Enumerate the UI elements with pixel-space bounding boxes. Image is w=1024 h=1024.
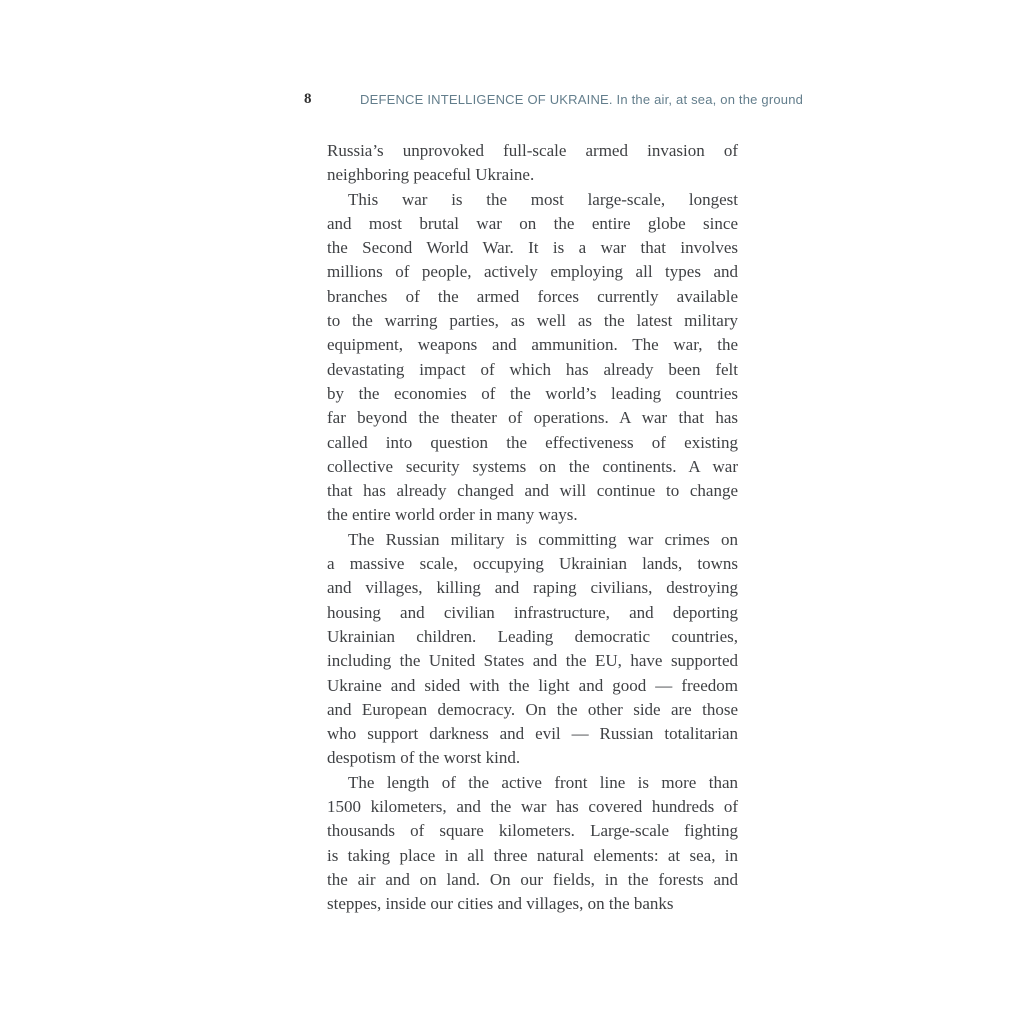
text-line: Ukrainian children. Leading democratic countries,: [327, 626, 738, 646]
text-line: collective security systems on the continents. A war: [327, 456, 738, 476]
text-line: the Second World War. It is a war that involves: [327, 238, 738, 258]
text-line: neighboring peaceful Ukraine.: [327, 165, 535, 185]
text-line: millions of people, actively employing all types and: [327, 262, 738, 282]
running-header-title: DEFENCE INTELLIGENCE OF UKRAINE. In the air, at sea, on the ground: [360, 92, 804, 107]
text-line: and villages, killing and raping civilians, destroying: [327, 578, 738, 598]
text-line: The Russian military is committing war crimes on: [348, 529, 738, 549]
page-number: 8: [304, 91, 312, 107]
text-line: Russia’s unprovoked full-scale armed invasion of: [327, 141, 738, 160]
text-line: by the economies of the world’s leading countries: [327, 383, 738, 403]
text-line: thousands of square kilometers. Large-scale fighting: [327, 821, 738, 841]
text-line: steppes, inside our cities and villages, on the banks: [327, 894, 674, 914]
text-line: Ukraine and sided with the light and good — freedom: [327, 675, 738, 695]
text-line: and most brutal war on the entire globe since: [327, 213, 738, 233]
paragraph: [327, 188, 738, 528]
text-line: branches of the armed forces currently available: [327, 286, 738, 306]
text-line: equipment, weapons and ammunition. The war, the: [327, 335, 738, 355]
text-line: the air and on land. On our fields, in the forests and: [327, 869, 738, 889]
text-line: the entire world order in many ways.: [327, 505, 578, 525]
paragraph: [327, 528, 738, 771]
text-line: a massive scale, occupying Ukrainian lands, towns: [327, 554, 738, 574]
text-line: who support darkness and evil — Russian totalitarian: [327, 724, 738, 744]
paragraph: [327, 139, 738, 188]
text-line: devastating impact of which has already been felt: [327, 359, 738, 379]
text-line: is taking place in all three natural elements: at sea, in: [327, 845, 738, 865]
text-line: housing and civilian infrastructure, and deporting: [327, 602, 738, 622]
text-line: called into question the effectiveness of existing: [327, 432, 738, 452]
text-line: The length of the active front line is more than: [348, 772, 738, 792]
paragraph: [327, 771, 738, 917]
body-text: [327, 139, 738, 917]
text-line: and European democracy. On the other side are those: [327, 699, 738, 719]
text-line: that has already changed and will continue to change: [327, 481, 738, 501]
text-line: This war is the most large-scale, longest: [348, 189, 738, 209]
text-line: far beyond the theater of operations. A war that has: [327, 408, 738, 428]
text-line: to the warring parties, as well as the latest military: [327, 311, 738, 331]
text-line: despotism of the worst kind.: [327, 748, 521, 768]
running-header: [0, 91, 1024, 109]
text-line: 1500 kilometers, and the war has covered hundreds of: [327, 797, 738, 817]
text-line: including the United States and the EU, have supported: [327, 651, 738, 671]
